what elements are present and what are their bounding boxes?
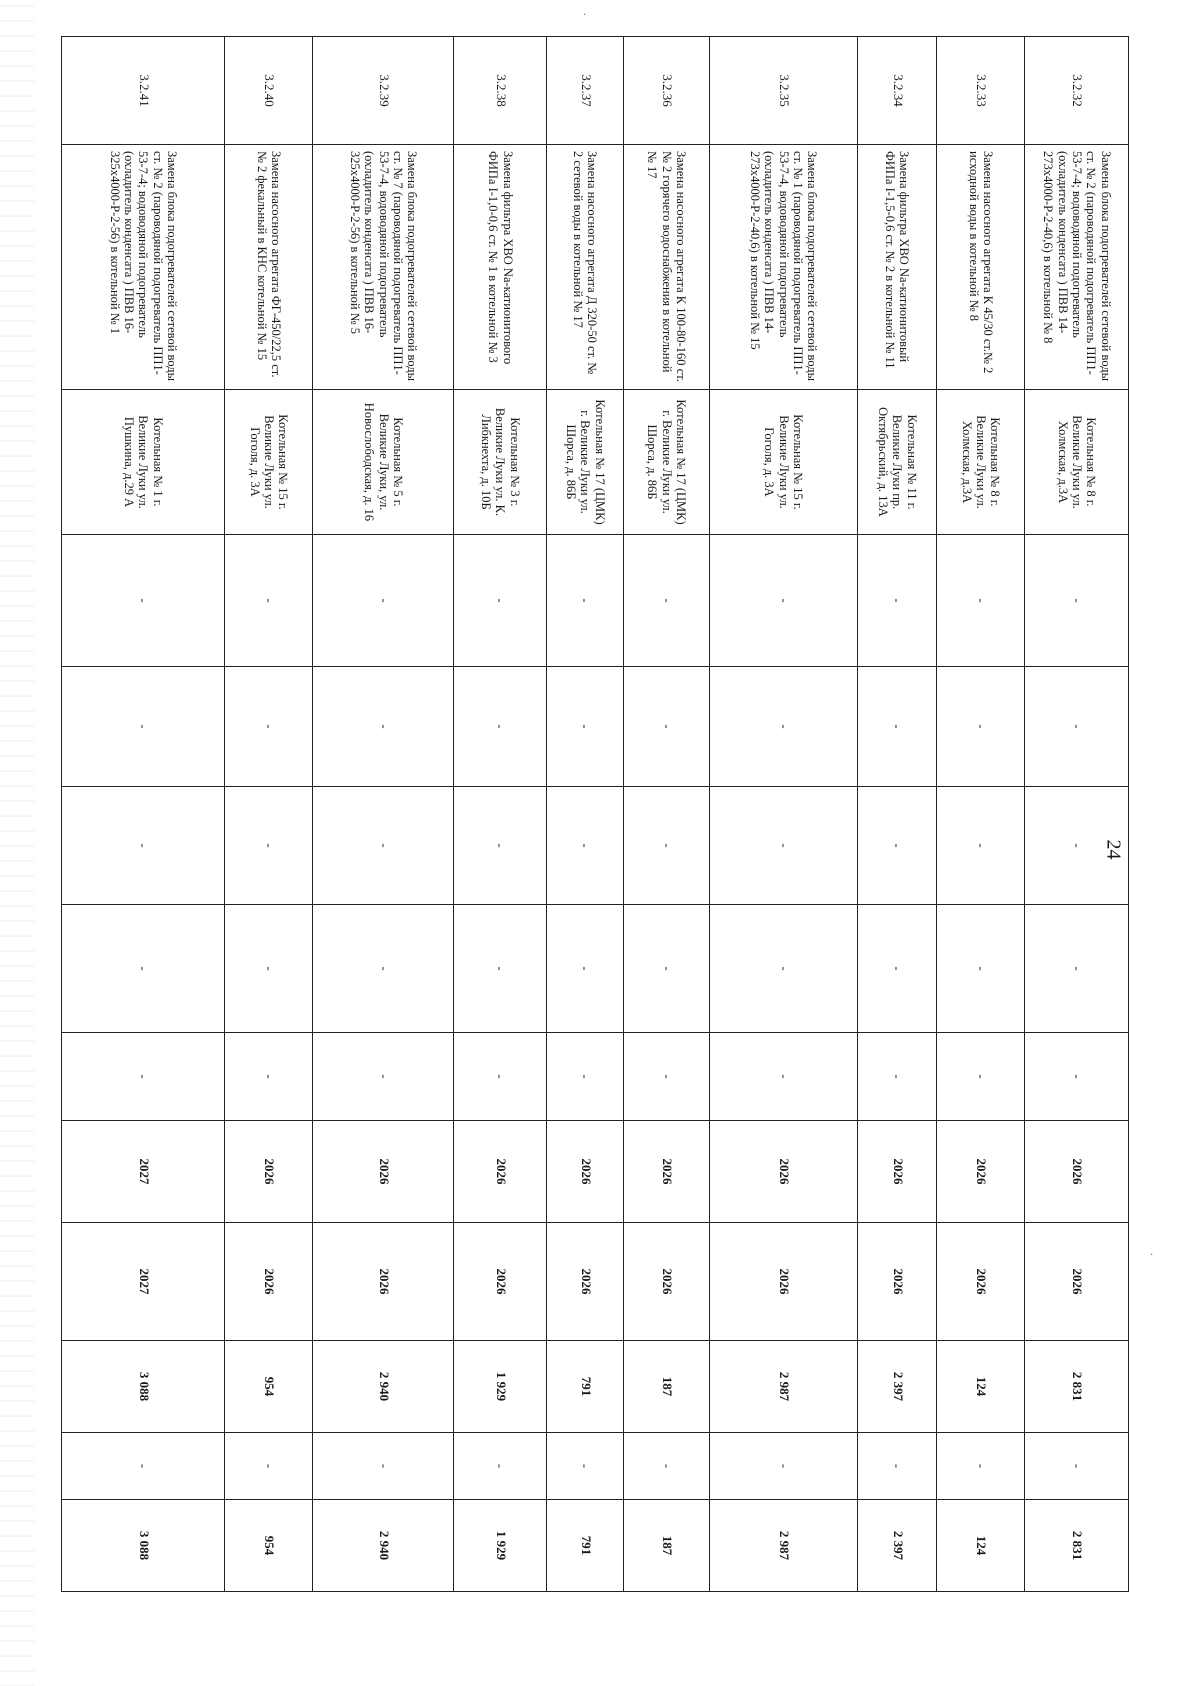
start-year: 2026 xyxy=(225,1121,313,1223)
total-value: 954 xyxy=(225,1500,313,1592)
empty-value: - xyxy=(62,535,225,667)
empty-value: - xyxy=(937,1033,1025,1121)
amount-value: 2 987 xyxy=(710,1341,858,1433)
amount-value: 954 xyxy=(225,1341,313,1433)
work-description: Замена насосного агрегата Д 320-50 ст. № 2 сетевой воды в котельной № 17 xyxy=(547,145,624,390)
empty-value: - xyxy=(937,1433,1025,1500)
empty-value: - xyxy=(710,905,858,1033)
empty-value: - xyxy=(62,1033,225,1121)
empty-value: - xyxy=(62,667,225,787)
empty-value: - xyxy=(710,787,858,905)
boiler-address: Котельная № 8 г. Великие Луки ул. Холмская, д.3А xyxy=(1025,390,1129,535)
start-year: 2026 xyxy=(937,1121,1025,1223)
start-year: 2026 xyxy=(857,1121,936,1223)
empty-value: - xyxy=(1025,1433,1129,1500)
empty-value: - xyxy=(313,787,454,905)
empty-value: - xyxy=(313,905,454,1033)
end-year: 2026 xyxy=(624,1223,710,1341)
amount-value: 791 xyxy=(547,1341,624,1433)
end-year: 2026 xyxy=(710,1223,858,1341)
total-value: 1 929 xyxy=(454,1500,547,1592)
start-year: 2026 xyxy=(313,1121,454,1223)
empty-value: - xyxy=(62,905,225,1033)
boiler-address: Котельная № 15 г. Великие Луки ул. Гоголя, д. 3А xyxy=(225,390,313,535)
empty-value: - xyxy=(624,535,710,667)
scan-edge-noise xyxy=(0,0,34,1686)
empty-value: - xyxy=(624,905,710,1033)
empty-value: - xyxy=(710,1033,858,1121)
amount-value: 2 397 xyxy=(857,1341,936,1433)
empty-value: - xyxy=(313,1433,454,1500)
empty-value: - xyxy=(454,1433,547,1500)
work-description: Замена блока подогревателей сетевой воды ст. № 2 (пароводяной подогреватель ПП1-53-7-4; водоводяной подогреватель (охладитель конденсата ) ПВВ 16-325х4000-Р-2-56) в котельной № 1 xyxy=(62,145,225,390)
empty-value: - xyxy=(454,905,547,1033)
empty-value: - xyxy=(710,535,858,667)
empty-value: - xyxy=(454,535,547,667)
table-row xyxy=(62,37,225,1592)
total-value: 187 xyxy=(624,1500,710,1592)
empty-value: - xyxy=(624,667,710,787)
amount-value: 1 929 xyxy=(454,1341,547,1433)
row-number: 3.2.35 xyxy=(710,37,858,145)
row-number: 3.2.40 xyxy=(225,37,313,145)
table-row xyxy=(937,37,1025,1592)
row-number: 3.2.37 xyxy=(547,37,624,145)
end-year: 2026 xyxy=(937,1223,1025,1341)
end-year: 2026 xyxy=(1025,1223,1129,1341)
empty-value: - xyxy=(547,905,624,1033)
empty-value: - xyxy=(857,1033,936,1121)
start-year: 2027 xyxy=(62,1121,225,1223)
work-description: Замена насосного агрегата К 100-80-160 ст. № 2 горячего водоснабжения в котельной № 17 xyxy=(624,145,710,390)
empty-value: - xyxy=(454,787,547,905)
empty-value: - xyxy=(62,1433,225,1500)
boiler-address: Котельная № 11 г. Великие Луки пр. Октябрьский, д. 13А xyxy=(857,390,936,535)
empty-value: - xyxy=(624,787,710,905)
boiler-address: Котельная № 8 г. Великие Луки ул. Холмская, д.3А xyxy=(937,390,1025,535)
total-value: 3 088 xyxy=(62,1500,225,1592)
amount-value: 3 088 xyxy=(62,1341,225,1433)
boiler-address: Котельная № 1 г. Великие Луки ул. Пушкина, д.29 А xyxy=(62,390,225,535)
table-row xyxy=(454,37,547,1592)
empty-value: - xyxy=(710,667,858,787)
empty-value: - xyxy=(857,535,936,667)
empty-value: - xyxy=(624,1033,710,1121)
amount-value: 187 xyxy=(624,1341,710,1433)
empty-value: - xyxy=(547,787,624,905)
empty-value: - xyxy=(313,1033,454,1121)
empty-value: - xyxy=(937,535,1025,667)
total-value: 2 987 xyxy=(710,1500,858,1592)
work-description: Замена блока подогревателей сетевой воды ст. № 1 (пароводяной подогреватель ПП1-53-7-4, водоводяной подогреватель (охладитель конденсата ) ПВВ 14- 273х4000-Р-2-40,6) в котельной № 15 xyxy=(710,145,858,390)
empty-value: - xyxy=(1025,1033,1129,1121)
empty-value: - xyxy=(857,787,936,905)
empty-value: - xyxy=(313,667,454,787)
scan-speck: · xyxy=(1150,1250,1154,1261)
empty-value: - xyxy=(857,1433,936,1500)
empty-value: - xyxy=(225,905,313,1033)
row-number: 3.2.34 xyxy=(857,37,936,145)
empty-value: - xyxy=(1025,905,1129,1033)
empty-value: - xyxy=(547,1033,624,1121)
table-row xyxy=(313,37,454,1592)
boiler-address: Котельная № 17 (ЦМК) г. Великие Луки ул. Шорса, д. 86Б xyxy=(624,390,710,535)
empty-value: - xyxy=(62,787,225,905)
total-value: 2 940 xyxy=(313,1500,454,1592)
start-year: 2026 xyxy=(624,1121,710,1223)
row-number: 3.2.39 xyxy=(313,37,454,145)
empty-value: - xyxy=(857,905,936,1033)
empty-value: - xyxy=(1025,787,1129,905)
empty-value: - xyxy=(454,1033,547,1121)
table-row xyxy=(225,37,313,1592)
work-description: Замена блока подогревателей сетевой воды ст. № 2 (пароводяной подогреватель ПП1-53-7-4; водоводяной подогреватель (охладитель конденсата ) ПВВ 14- 273х4000-Р-2-40,6) в котельной № 8 xyxy=(1025,145,1129,390)
boiler-address: Котельная № 5 г. Великие Луки, ул. Новослободская, д. 16 xyxy=(313,390,454,535)
empty-value: - xyxy=(225,535,313,667)
start-year: 2026 xyxy=(454,1121,547,1223)
empty-value: - xyxy=(454,667,547,787)
start-year: 2026 xyxy=(710,1121,858,1223)
row-number: 3.2.32 xyxy=(1025,37,1129,145)
row-number: 3.2.33 xyxy=(937,37,1025,145)
end-year: 2026 xyxy=(225,1223,313,1341)
table-row xyxy=(1025,37,1129,1592)
row-number: 3.2.38 xyxy=(454,37,547,145)
row-number: 3.2.41 xyxy=(62,37,225,145)
total-value: 124 xyxy=(937,1500,1025,1592)
empty-value: - xyxy=(225,1433,313,1500)
work-description: Замена насосного агрегата ФГ-450/22,5 ст. № 2 фекальный в КНС котельной № 15 xyxy=(225,145,313,390)
amount-value: 2 940 xyxy=(313,1341,454,1433)
page-number: 24 xyxy=(1102,839,1125,860)
empty-value: - xyxy=(547,1433,624,1500)
end-year: 2026 xyxy=(547,1223,624,1341)
empty-value: - xyxy=(1025,535,1129,667)
boiler-address: Котельная № 17 (ЦМК) г. Великие Луки ул. Шорса, д. 86Б xyxy=(547,390,624,535)
work-description: Замена фильтра ХВО Na-катионитовый ФИПа I-1,5-0,6 ст. № 2 в котельной № 11 xyxy=(857,145,936,390)
empty-value: - xyxy=(937,905,1025,1033)
end-year: 2027 xyxy=(62,1223,225,1341)
empty-value: - xyxy=(937,787,1025,905)
row-number: 3.2.36 xyxy=(624,37,710,145)
empty-value: - xyxy=(937,667,1025,787)
empty-value: - xyxy=(225,787,313,905)
table-row xyxy=(624,37,710,1592)
empty-value: - xyxy=(547,667,624,787)
table-row xyxy=(857,37,936,1592)
scan-speck: · xyxy=(583,10,587,21)
empty-value: - xyxy=(857,667,936,787)
work-description: Замена блока подогревателей сетевой воды ст. № 7 (пароводяной подогреватель ПП1-53-7-4, водоводяной подогреватель (охладитель конденсата ) ПВВ 16- 325х4000-Р-2-56) в котельной № 5 xyxy=(313,145,454,390)
boiler-address: Котельная № 3 г. Великие Луки ул. К. Либкнехта, д. 10Б xyxy=(454,390,547,535)
amount-value: 124 xyxy=(937,1341,1025,1433)
amount-value: 2 831 xyxy=(1025,1341,1129,1433)
investment-table xyxy=(61,36,1129,1592)
empty-value: - xyxy=(225,1033,313,1121)
table-row xyxy=(547,37,624,1592)
empty-value: - xyxy=(547,535,624,667)
table-body xyxy=(62,37,1129,1592)
empty-value: - xyxy=(624,1433,710,1500)
start-year: 2026 xyxy=(547,1121,624,1223)
boiler-address: Котельная № 15 г. Великие Луки ул. Гоголя, д. 3А xyxy=(710,390,858,535)
end-year: 2026 xyxy=(857,1223,936,1341)
empty-value: - xyxy=(313,535,454,667)
end-year: 2026 xyxy=(454,1223,547,1341)
end-year: 2026 xyxy=(313,1223,454,1341)
total-value: 2 831 xyxy=(1025,1500,1129,1592)
total-value: 791 xyxy=(547,1500,624,1592)
empty-value: - xyxy=(710,1433,858,1500)
table-row xyxy=(710,37,858,1592)
start-year: 2026 xyxy=(1025,1121,1129,1223)
empty-value: - xyxy=(1025,667,1129,787)
total-value: 2 397 xyxy=(857,1500,936,1592)
rotated-table-sheet xyxy=(61,36,1129,1591)
work-description: Замена насосного агрегата К 45/30 ст.№ 2 исходной воды в котельной № 8 xyxy=(937,145,1025,390)
empty-value: - xyxy=(225,667,313,787)
work-description: Замена фильтра ХВО Na-катионитового ФИПа I-1,0-0,6 ст. № 1 в котельной № 3 xyxy=(454,145,547,390)
